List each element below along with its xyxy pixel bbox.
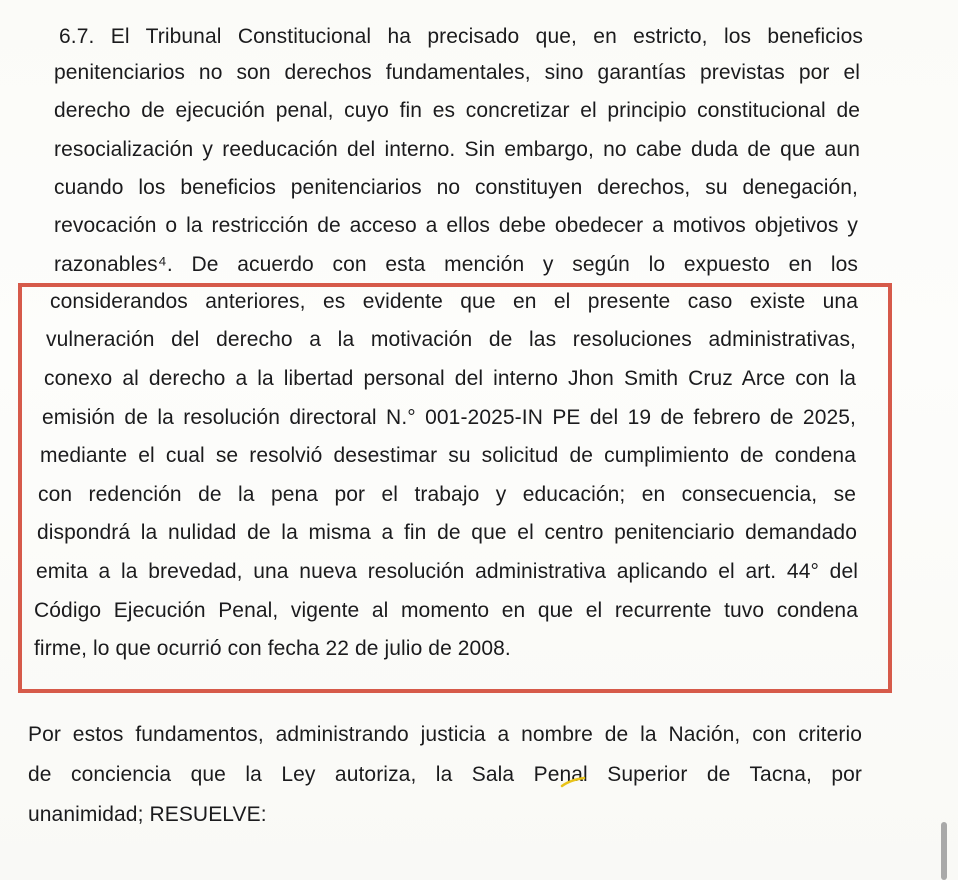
- text-line: Por estos fundamentos, administrando justicia a nombre de la Nación, con criterio: [28, 723, 862, 746]
- text-line: penitenciarios no son derechos fundamentales, sino garantías previstas por el: [54, 61, 860, 84]
- text-line: unanimidad; RESUELVE:: [28, 803, 267, 826]
- text-line: cuando los beneficios penitenciarios no constituyen derechos, su denegación,: [54, 176, 858, 199]
- text-line: razonables⁴. De acuerdo con esta mención y según lo expuesto en los: [54, 253, 858, 276]
- text-line: vulneración del derecho a la motivación de las resoluciones administrativas,: [46, 328, 856, 351]
- text-line: 6.7. El Tribunal Constitucional ha precisado que, en estricto, los beneficios: [59, 25, 863, 48]
- text-line: revocación o la restricción de acceso a ellos debe obedecer a motivos objetivos y: [54, 214, 858, 237]
- text-line: de conciencia que la Ley autoriza, la Sala Penal Superior de Tacna, por: [28, 763, 862, 786]
- scroll-indicator[interactable]: [941, 822, 947, 880]
- text-line: emisión de la resolución directoral N.° 001-2025-IN PE del 19 de febrero de 2025,: [42, 406, 856, 429]
- text-line: conexo al derecho a la libertad personal del interno Jhon Smith Cruz Arce con la: [44, 367, 856, 390]
- text-line: firme, lo que ocurrió con fecha 22 de julio de 2008.: [34, 637, 511, 660]
- text-line: emita a la brevedad, una nueva resolución administrativa aplicando el art. 44° del: [36, 560, 858, 583]
- text-line: Código Ejecución Penal, vigente al momento en que el recurrente tuvo condena: [34, 599, 858, 622]
- text-line: derecho de ejecución penal, cuyo fin es concretizar el principio constitucional de: [54, 99, 860, 122]
- text-line: resocialización y reeducación del interno. Sin embargo, no cabe duda de que aun: [54, 138, 860, 161]
- text-line: dispondrá la nulidad de la misma a fin de que el centro penitenciario demandado: [37, 521, 857, 544]
- text-line: considerandos anteriores, es evidente que en el presente caso existe una: [50, 290, 858, 313]
- text-line: mediante el cual se resolvió desestimar su solicitud de cumplimiento de condena: [40, 444, 856, 467]
- text-line: con redención de la pena por el trabajo y educación; en consecuencia, se: [38, 483, 856, 506]
- marker-stroke: [560, 776, 586, 788]
